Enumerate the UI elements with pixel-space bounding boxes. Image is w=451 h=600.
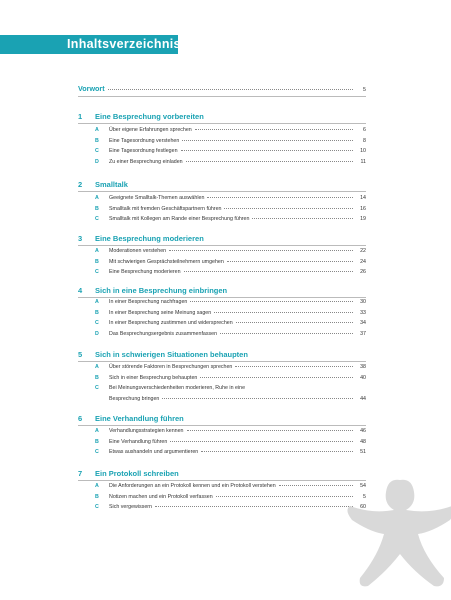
entry-page: 60 <box>360 504 366 511</box>
entry-letter: C <box>95 216 99 223</box>
entry-page: 46 <box>360 428 366 434</box>
dot-leader <box>195 129 353 130</box>
dot-leader <box>201 451 353 452</box>
entry-page: 11 <box>360 159 366 166</box>
chapter-title[interactable]: Smalltalk <box>95 180 128 189</box>
entry-page: 40 <box>360 374 366 381</box>
chapter-divider <box>78 245 366 246</box>
toc-entry[interactable] <box>95 504 366 510</box>
entry-page: 19 <box>360 216 366 223</box>
vorwort-title: Vorwort <box>78 84 105 93</box>
entry-letter: B <box>95 137 99 144</box>
dot-leader <box>187 430 353 431</box>
dot-leader <box>155 506 353 507</box>
dot-leader <box>216 496 353 497</box>
toc-entry[interactable] <box>95 138 366 144</box>
entry-letter: A <box>95 428 99 434</box>
entry-page: 10 <box>360 148 366 155</box>
dot-leader <box>200 377 353 378</box>
dot-leader <box>170 441 353 442</box>
entry-page: 22 <box>360 248 366 254</box>
dot-leader <box>224 208 353 209</box>
dot-leader <box>207 197 353 198</box>
entry-title: Mit schwierigen Gesprächsteilnehmern umgehen <box>109 258 224 265</box>
toc-entry[interactable] <box>95 364 366 370</box>
dot-leader <box>184 271 353 272</box>
chapter-number: 3 <box>78 234 83 243</box>
entry-page: 30 <box>360 299 366 305</box>
entry-title: In einer Besprechung nachfragen <box>109 299 188 305</box>
entry-title: Bei Meinungsverschiedenheiten moderieren, Ruhe in eine <box>109 385 246 392</box>
toc-entry[interactable] <box>95 385 366 391</box>
entry-page: 48 <box>360 438 366 445</box>
toc-entry[interactable] <box>95 159 366 165</box>
entry-page: 14 <box>360 195 366 201</box>
toc-entry[interactable] <box>95 449 366 455</box>
chapter-title[interactable]: Eine Besprechung vorbereiten <box>95 112 204 121</box>
entry-title-continuation: Besprechung bringen <box>109 396 160 403</box>
toc-entry[interactable] <box>95 299 366 305</box>
chapter-divider <box>78 191 366 192</box>
toc-entry[interactable] <box>95 148 366 154</box>
entry-title: Eine Besprechung moderieren <box>109 269 181 276</box>
toc-entry[interactable] <box>95 259 366 265</box>
entry-letter: C <box>95 504 99 511</box>
entry-title: Eine Tagesordnung festlegen <box>109 148 178 155</box>
entry-title: Smalltalk mit fremden Geschäftspartnern führen <box>109 205 222 212</box>
toc-entry[interactable] <box>95 310 366 316</box>
dot-leader <box>236 322 353 323</box>
chapter-title[interactable]: Sich in schwierigen Situationen behaupten <box>95 350 248 359</box>
entry-title: Über störende Faktoren in Besprechungen sprechen <box>109 364 233 370</box>
chapter-title[interactable]: Ein Protokoll schreiben <box>95 469 179 478</box>
entry-letter: A <box>95 364 99 370</box>
dot-leader <box>252 218 353 219</box>
chapter-divider <box>78 123 366 124</box>
entry-page: 38 <box>360 364 366 370</box>
entry-letter: A <box>95 248 99 254</box>
entry-letter: B <box>95 374 99 381</box>
entry-letter: A <box>95 195 99 201</box>
toc-entry[interactable] <box>95 248 366 254</box>
dot-leader <box>181 150 353 151</box>
entry-title: Das Besprechungsergebnis zusammenfassen <box>109 331 218 338</box>
chapter-divider <box>78 425 366 426</box>
entry-page: 6 <box>363 127 366 133</box>
chapter-divider <box>78 480 366 481</box>
dot-leader <box>235 366 353 367</box>
toc-entry[interactable] <box>95 439 366 445</box>
chapter-number: 1 <box>78 112 83 121</box>
entry-page: 16 <box>360 205 366 212</box>
dot-leader <box>186 161 353 162</box>
toc-entry[interactable] <box>95 331 366 337</box>
entry-title: Verhandlungsstrategien kennen <box>109 428 184 434</box>
entry-page: 26 <box>360 269 366 276</box>
dot-leader <box>220 333 353 334</box>
page-title: Inhaltsverzeichnis <box>67 37 181 51</box>
entry-letter: A <box>95 483 99 489</box>
entry-page: 33 <box>360 309 366 316</box>
toc-entry[interactable] <box>95 269 366 275</box>
chapter-number: 2 <box>78 180 83 189</box>
entry-title: Smalltalk mit Kollegen am Rande einer Besprechung führen <box>109 216 250 223</box>
toc-entry[interactable] <box>95 127 366 133</box>
entry-letter: A <box>95 299 99 305</box>
entry-page: 8 <box>363 137 366 144</box>
dot-leader <box>162 398 353 399</box>
figure-logo-watermark <box>340 470 451 600</box>
entry-letter: B <box>95 309 99 316</box>
entry-page: 5 <box>363 493 366 500</box>
entry-title: Sich vergewissern <box>109 504 152 511</box>
entry-letter: D <box>95 331 99 338</box>
entry-letter: B <box>95 438 99 445</box>
toc-entry[interactable] <box>95 494 366 500</box>
dot-leader <box>182 140 353 141</box>
dot-leader <box>108 89 353 90</box>
entry-page: 44 <box>360 396 366 403</box>
chapter-divider <box>78 361 366 362</box>
entry-letter: C <box>95 320 99 327</box>
toc-entry[interactable] <box>95 195 366 201</box>
toc-entry[interactable] <box>95 206 366 212</box>
chapter-title[interactable]: Sich in eine Besprechung einbringen <box>95 286 228 295</box>
toc-entry[interactable] <box>95 375 366 381</box>
entry-page: 54 <box>360 483 366 489</box>
entry-title: Zu einer Besprechung einladen <box>109 159 183 166</box>
entry-page: 34 <box>360 320 366 327</box>
entry-title: In einer Besprechung seine Meinung sagen <box>109 309 212 316</box>
toc-entry[interactable] <box>95 428 366 434</box>
toc-entry[interactable] <box>95 483 366 489</box>
chapter-number: 6 <box>78 414 83 423</box>
entry-title: Die Anforderungen an ein Protokoll kennen und ein Protokoll verstehen <box>109 483 276 489</box>
entry-letter: A <box>95 127 99 133</box>
entry-page: 51 <box>360 449 366 456</box>
entry-letter: B <box>95 205 99 212</box>
dot-leader <box>227 261 353 262</box>
entry-title: Moderationen verstehen <box>109 248 167 254</box>
entry-title: Eine Verhandlung führen <box>109 438 168 445</box>
entry-title: Geeignete Smalltalk-Themen auswählen <box>109 195 205 201</box>
toc-entry-continuation[interactable] <box>109 396 366 402</box>
entry-letter: C <box>95 148 99 155</box>
entry-letter: B <box>95 493 99 500</box>
entry-title: Eine Tagesordnung verstehen <box>109 137 180 144</box>
entry-letter: D <box>95 159 99 166</box>
entry-letter: C <box>95 449 99 456</box>
entry-title: Über eigene Erfahrungen sprechen <box>109 127 192 133</box>
entry-title: Etwas aushandeln und argumentieren <box>109 449 199 456</box>
toc-entry[interactable] <box>95 320 366 326</box>
chapter-divider <box>78 297 366 298</box>
entry-page: 24 <box>360 258 366 265</box>
entry-letter: B <box>95 258 99 265</box>
chapter-title[interactable]: Eine Besprechung moderieren <box>95 234 204 243</box>
vorwort-divider <box>78 96 366 97</box>
entry-title: In einer Besprechung zustimmen und widersprechen <box>109 320 233 327</box>
entry-title: Sich in einer Besprechung behaupten <box>109 374 198 381</box>
entry-title: Notizen machen und ein Protokoll verfassen <box>109 493 213 500</box>
chapter-title[interactable]: Eine Verhandlung führen <box>95 414 184 423</box>
dot-leader <box>169 250 353 251</box>
chapter-number: 7 <box>78 469 83 478</box>
toc-entry-vorwort[interactable] <box>78 84 366 93</box>
toc-entry[interactable] <box>95 216 366 222</box>
dot-leader <box>214 312 353 313</box>
entry-letter: C <box>95 269 99 276</box>
chapter-number: 4 <box>78 286 83 295</box>
vorwort-page: 5 <box>363 87 366 93</box>
chapter-number: 5 <box>78 350 83 359</box>
entry-letter: C <box>95 385 99 392</box>
dot-leader <box>190 301 353 302</box>
entry-page: 37 <box>360 331 366 338</box>
